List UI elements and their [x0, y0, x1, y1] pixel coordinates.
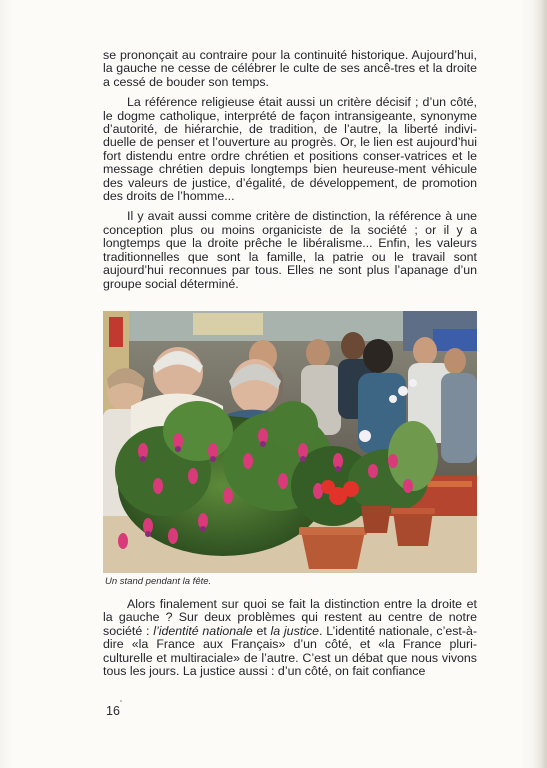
- paragraph-text-connector: et: [252, 623, 271, 638]
- page-number: 16: [106, 704, 120, 718]
- paragraph-text-end: . L’identité nationale, c’est-à-dire «la France aux Français» d’un côté, et «la France pluri-culturelle et multiraciale» de l’autre. C’est un débat que nous vivons tous les jours. La justice aussi : d’un côté, on fait confiance: [103, 623, 477, 679]
- paragraph-distinction: [103, 598, 477, 678]
- market-stand-photo: [103, 311, 477, 573]
- paragraph-society: Il y avait aussi comme critère de distinction, la référence à une conception plus ou moins organiciste de la société ; or il y a longtemps que la droite prêche le libéralisme... Enfin, les valeurs traditionnelles que sont la famille, la patrie ou le travail sont aujourd’hui reconnues par tous. Elles ne sont plus l’apanage d’un groupe social déterminé.: [103, 209, 477, 291]
- paragraph-religion: La référence religieuse était aussi un critère décisif ; d’un côté, le dogme catholique, interprété de façon intransigeante, synonyme d’autorité, de hiérarchie, de tradition, de l’autre, la liberté indivi-duelle de penser et l’ouverture au progrès. Or, le lien est aujourd’hui fort distendu entre ordre chrétien et positions conser-vatrices et le message chrétien depuis longtemps bien heureuse-ment véhicule des valeurs de justice, d’égalité, de développement, de promotion des droits de l’homme...: [103, 95, 477, 204]
- photo-caption: Un stand pendant la fête.: [105, 576, 212, 587]
- paragraph-text-start: Alors finalement sur quoi se fait la distinction entre la droite et la gauche ? Sur deux problèmes qui restent au centre de notre société :: [103, 597, 477, 638]
- emphasis-justice: la justice: [270, 623, 320, 638]
- paragraph-continuation: se prononçait au contraire pour la continuité historique. Aujourd’hui, la gauche ne cesse de célébrer le culte de ses ancê-tres et la droite a cessé de bouder son temps.: [103, 48, 477, 89]
- body-text-top: [103, 49, 477, 291]
- print-speck: [120, 700, 122, 702]
- body-text-bottom: [103, 598, 477, 678]
- emphasis-identite-nationale: l’identité nationale: [153, 623, 253, 638]
- page-edge-shadow: [533, 0, 547, 768]
